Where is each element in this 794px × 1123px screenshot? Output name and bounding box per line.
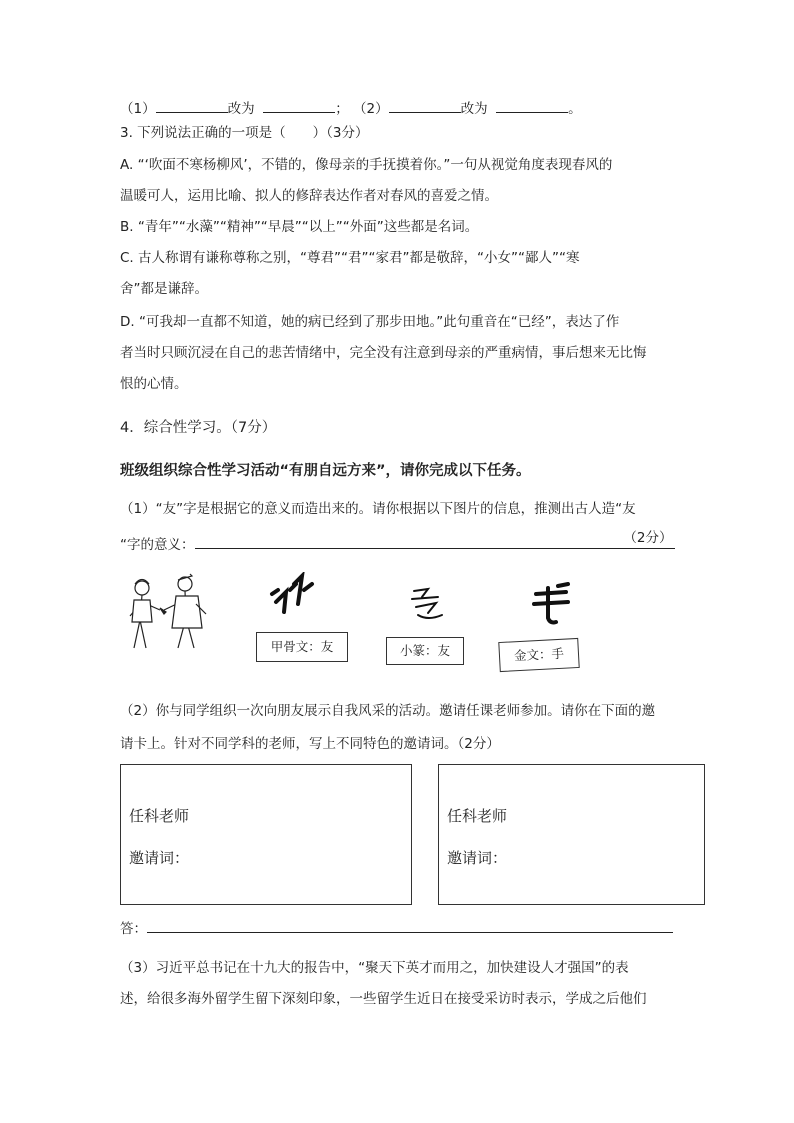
q2-part1: （1） (120, 101, 156, 117)
q2-fill-line (120, 98, 582, 119)
q4-p2-line1: （2）你与同学组织一次向朋友展示自我风采的活动。邀请任课老师参加。请你在下面的邀 (120, 703, 656, 719)
q3-option-a-line2: 温暖可人，运用比喻、拟人的修辞表达作者对春风的喜爱之情。 (120, 188, 498, 204)
q4-p3-line2: 述，给很多海外留学生留下深刻印象，一些留学生近日在接受采访时表示，学成之后他们 (120, 991, 647, 1007)
q3-option-b: B. “青年”“水藻”“精神”“早晨”“以上”“外面”这些都是名词。 (120, 219, 479, 235)
card-left-teacher: 任科老师 (129, 807, 190, 825)
card-left-invite: 邀请词： (129, 849, 190, 867)
q4-title: 4．综合性学习。（7分） (120, 420, 277, 436)
q3-option-a-line1: A. “‘吹面不寒杨柳风’，不错的，像母亲的手抚摸着你。”一句从视觉角度表现春风的 (120, 157, 613, 173)
q2-part2: （2） (352, 101, 389, 117)
label-jinwen: 金文：手 (498, 638, 579, 672)
q3-option-d-line1: D. “可我却一直都不知道，她的病已经到了那步田地。”此句重音在“已经”，表达了作 (120, 314, 620, 330)
q2-change2: 改为 (460, 101, 488, 117)
q2-sep: ； (335, 101, 349, 117)
card-right-invite: 邀请词： (447, 849, 508, 867)
q3-stem: 3. 下列说法正确的一项是（ ）（3分） (120, 125, 369, 141)
q4-p2-line2: 请卡上。针对不同学科的老师，写上不同特色的邀请词。（2分） (120, 736, 500, 752)
q2-blank-3[interactable] (389, 98, 461, 113)
card-right-teacher: 任科老师 (447, 807, 508, 825)
invitation-card-left[interactable] (120, 764, 412, 905)
q3-option-c-line1: C. 古人称谓有谦称尊称之别，“尊君”“君”“家君”都是敬辞，“小女”“鄙人”“寒 (120, 250, 580, 266)
answer-label: 答： (120, 921, 147, 937)
q4-p1-line1: （1）“友”字是根据它的意义而造出来的。请你根据以下图片的信息，推测出古人造“友 (120, 501, 636, 517)
q2-change1: 改为 (227, 101, 255, 117)
q3-option-c-line2: 舍”都是谦辞。 (120, 281, 208, 297)
seal-script-you-glyph (408, 585, 448, 625)
q4-p1-answer-line[interactable] (195, 532, 675, 549)
q2-blank-1[interactable] (156, 98, 228, 113)
answer-blank[interactable] (147, 918, 673, 933)
q3-option-d-line2: 者当时只顾沉浸在自己的悲苦情绪中，完全没有注意到母亲的严重病情，事后想来无比悔 (120, 345, 647, 361)
label-xiaozhuan: 小篆：友 (386, 637, 464, 665)
q4-p3-line1: （3）习近平总书记在十九大的报告中，“聚天下英才而用之，加快建设人才强国”的表 (120, 960, 629, 976)
q2-end: 。 (568, 101, 582, 117)
q4-p1-score: （2分） (623, 530, 673, 546)
q4-intro: 班级组织综合性学习活动“有朋自远方来”，请你完成以下任务。 (120, 463, 531, 479)
q4-p1-prompt: “字的意义： (120, 537, 195, 553)
q2-blank-4[interactable] (496, 98, 568, 113)
oracle-bone-you-glyph (268, 572, 318, 620)
q3-option-d-line3: 恨的心情。 (120, 376, 188, 392)
two-people-handshake-illustration (120, 570, 215, 660)
invitation-card-right[interactable] (438, 764, 705, 905)
q2-blank-2[interactable] (263, 98, 335, 113)
q4-answer-line (120, 918, 673, 939)
bronze-script-shou-glyph (528, 582, 578, 627)
label-jiaguwen: 甲骨文：友 (256, 632, 348, 662)
q4-p1-line2 (120, 532, 675, 555)
